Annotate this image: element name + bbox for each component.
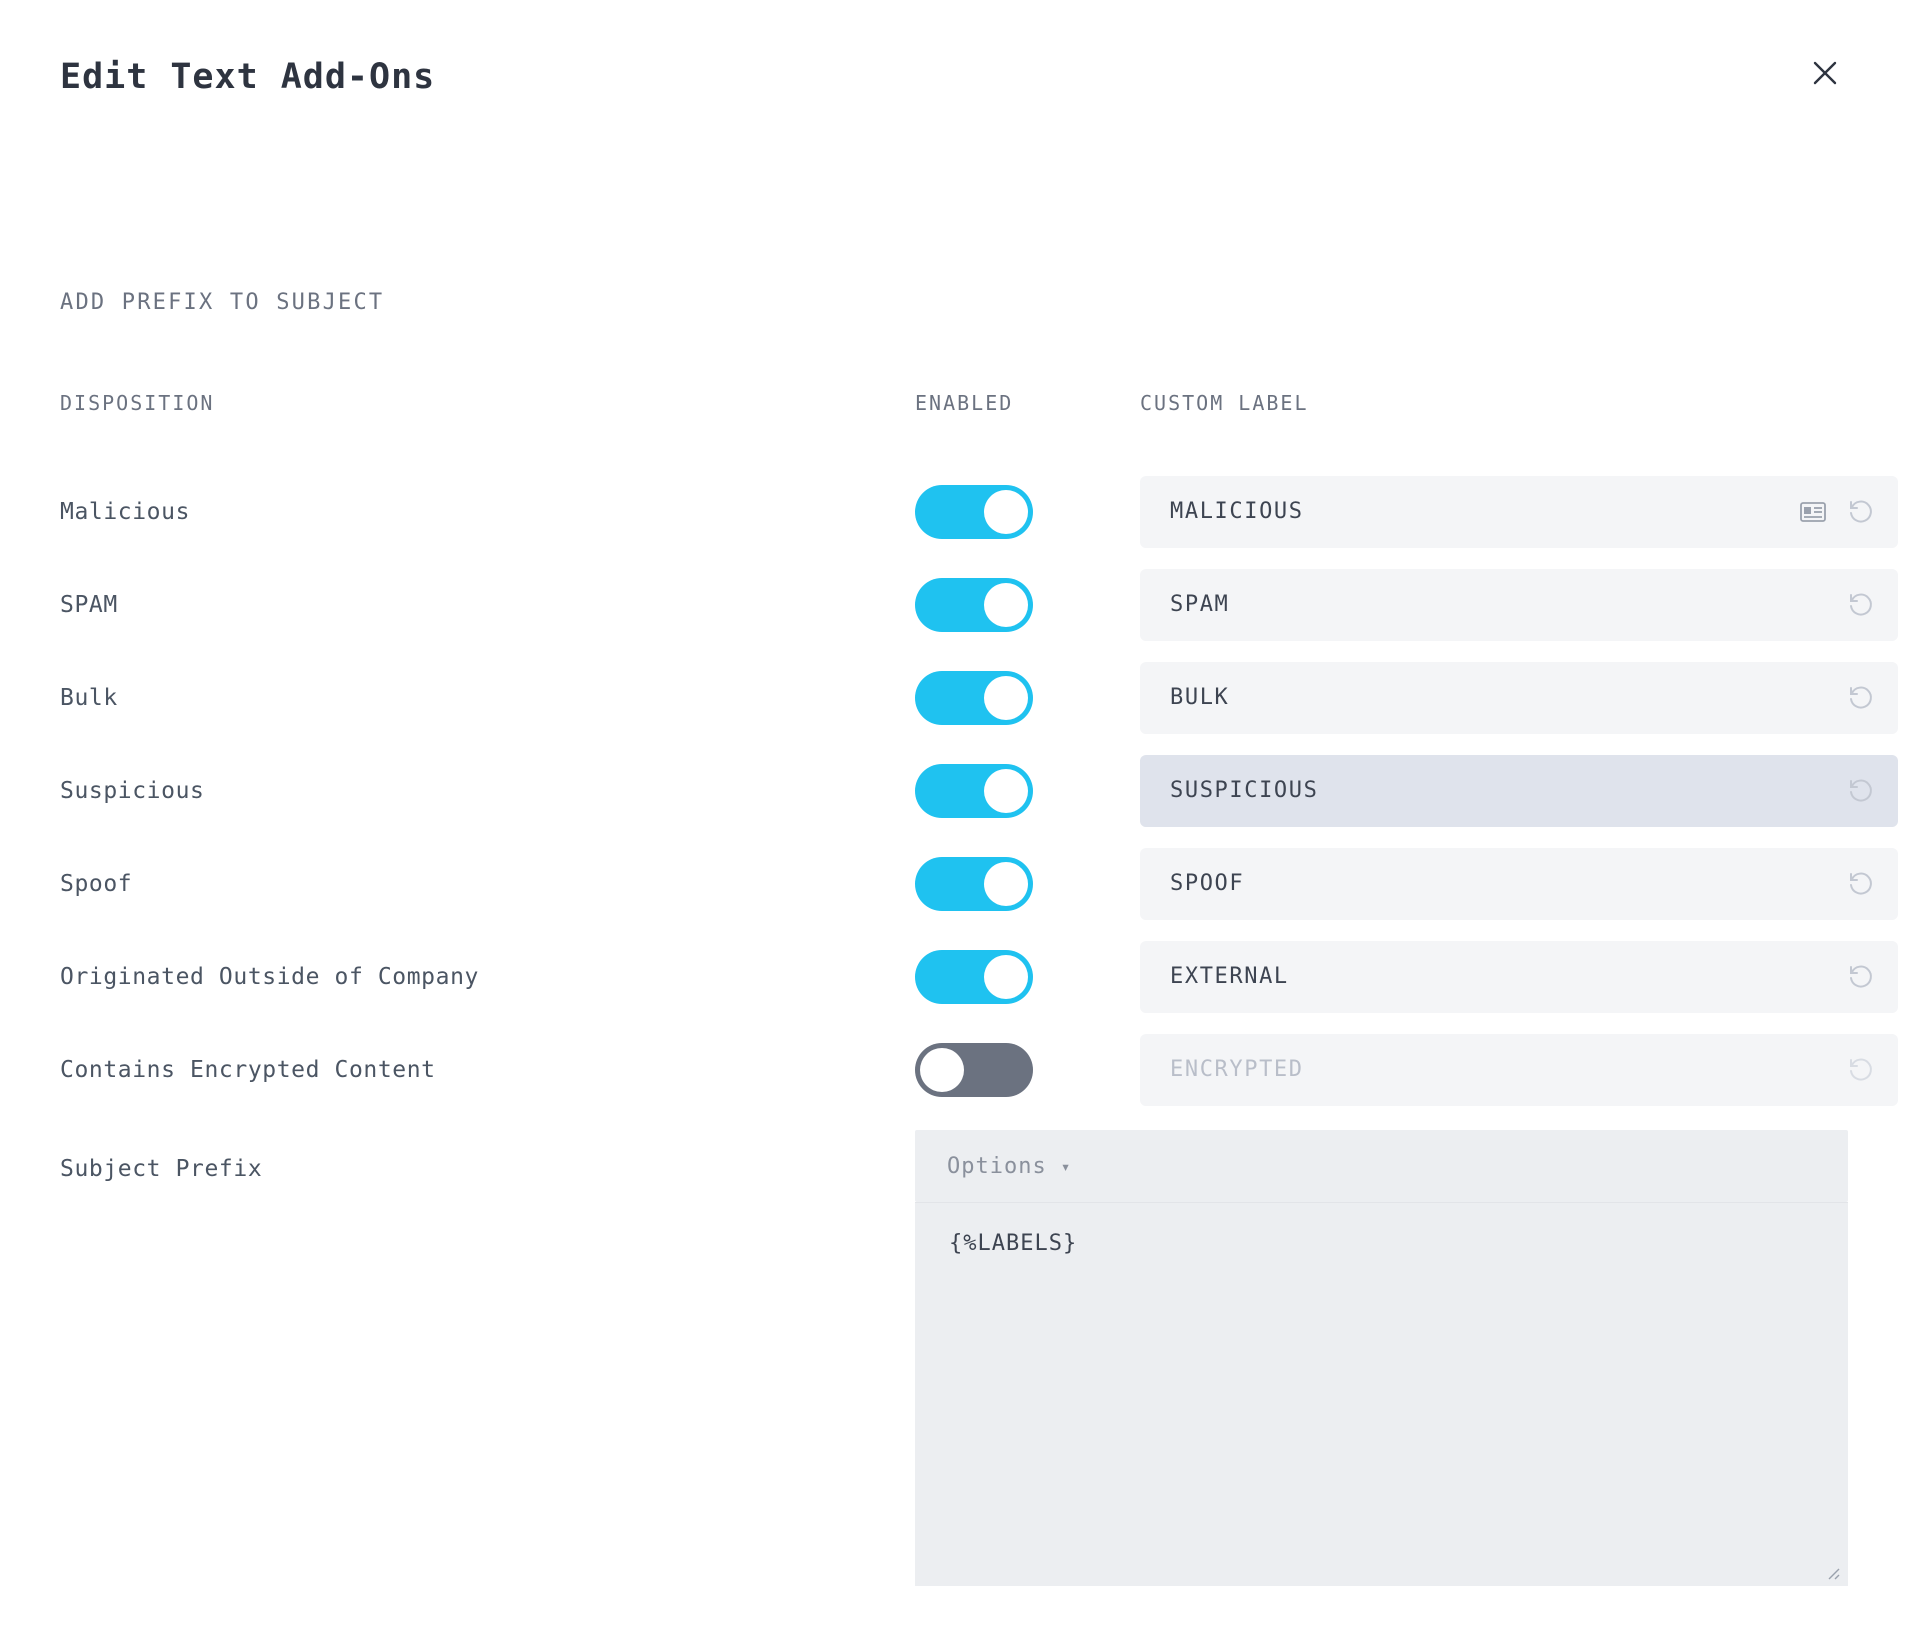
disposition-name: Originated Outside of Company	[60, 963, 479, 990]
enabled-cell	[915, 578, 1140, 632]
custom-label-value[interactable]: SPOOF	[1170, 871, 1245, 896]
column-header-disposition: DISPOSITION	[60, 391, 215, 415]
reset-icon[interactable]	[1846, 963, 1874, 991]
custom-label-field[interactable]	[1140, 941, 1898, 1013]
column-header-enabled: ENABLED	[915, 391, 1014, 415]
page-title: Edit Text Add-Ons	[60, 57, 436, 97]
table-row	[60, 930, 1848, 1023]
field-icon-group	[1846, 777, 1874, 805]
field-icon-group	[1846, 1056, 1874, 1084]
reset-icon[interactable]	[1846, 684, 1874, 712]
table-row	[60, 651, 1848, 744]
custom-label-cell	[1140, 941, 1898, 1013]
close-icon[interactable]	[1802, 50, 1848, 96]
custom-label-cell	[1140, 569, 1898, 641]
enabled-toggle[interactable]	[915, 485, 1033, 539]
disposition-name: Bulk	[60, 684, 118, 711]
reset-icon	[1846, 1056, 1874, 1084]
reset-icon[interactable]	[1846, 498, 1874, 526]
table-row	[60, 465, 1848, 558]
disposition-name: Malicious	[60, 498, 191, 525]
custom-label-field[interactable]	[1140, 848, 1898, 920]
custom-label-field[interactable]	[1140, 662, 1898, 734]
enabled-cell	[915, 857, 1140, 911]
enabled-toggle[interactable]	[915, 764, 1033, 818]
subject-prefix-section	[0, 1130, 1908, 1586]
enabled-toggle[interactable]	[915, 950, 1033, 1004]
custom-label-field	[1140, 1034, 1898, 1106]
custom-label-value: ENCRYPTED	[1170, 1057, 1304, 1082]
custom-label-value[interactable]: MALICIOUS	[1170, 499, 1304, 524]
custom-label-value[interactable]: SPAM	[1170, 592, 1230, 617]
custom-label-cell	[1140, 476, 1898, 548]
disposition-name: Spoof	[60, 870, 133, 897]
reset-icon[interactable]	[1846, 870, 1874, 898]
table-row	[60, 744, 1848, 837]
field-icon-group	[1800, 498, 1874, 526]
custom-label-cell	[1140, 755, 1898, 827]
enabled-cell	[915, 950, 1140, 1004]
dialog-header	[0, 0, 1908, 120]
custom-label-field[interactable]	[1140, 476, 1898, 548]
enabled-toggle[interactable]	[915, 578, 1033, 632]
options-dropdown-label: Options	[947, 1153, 1047, 1179]
card-icon[interactable]	[1800, 502, 1826, 522]
table-header-row	[60, 381, 1848, 425]
table-row	[60, 1023, 1848, 1116]
disposition-name: Suspicious	[60, 777, 205, 804]
reset-icon[interactable]	[1846, 777, 1874, 805]
resize-handle-icon[interactable]	[1822, 1562, 1840, 1580]
field-icon-group	[1846, 870, 1874, 898]
enabled-cell	[915, 671, 1140, 725]
custom-label-field[interactable]	[1140, 569, 1898, 641]
custom-label-value[interactable]: SUSPICIOUS	[1170, 778, 1319, 803]
table-row	[60, 558, 1848, 651]
subject-prefix-editor	[915, 1130, 1848, 1586]
section-title: ADD PREFIX TO SUBJECT	[60, 290, 385, 315]
enabled-cell	[915, 485, 1140, 539]
reset-icon[interactable]	[1846, 591, 1874, 619]
enabled-cell	[915, 1043, 1140, 1097]
subject-prefix-value: {%LABELS}	[949, 1231, 1078, 1256]
custom-label-field[interactable]	[1140, 755, 1898, 827]
chevron-down-icon: ▾	[1060, 1156, 1071, 1176]
table-row	[60, 837, 1848, 930]
column-header-custom-label: CUSTOM LABEL	[1140, 391, 1309, 415]
custom-label-value[interactable]: BULK	[1170, 685, 1230, 710]
enabled-cell	[915, 764, 1140, 818]
enabled-toggle[interactable]	[915, 671, 1033, 725]
enabled-toggle[interactable]	[915, 857, 1033, 911]
custom-label-cell	[1140, 662, 1898, 734]
disposition-name: SPAM	[60, 591, 118, 618]
custom-label-cell	[1140, 848, 1898, 920]
field-icon-group	[1846, 591, 1874, 619]
field-icon-group	[1846, 963, 1874, 991]
options-dropdown[interactable]	[915, 1130, 1848, 1202]
enabled-toggle[interactable]	[915, 1043, 1033, 1097]
custom-label-cell	[1140, 1034, 1898, 1106]
field-icon-group	[1846, 684, 1874, 712]
subject-prefix-textarea[interactable]	[915, 1202, 1848, 1586]
disposition-name: Contains Encrypted Content	[60, 1056, 436, 1083]
disposition-table	[0, 381, 1908, 1116]
subject-prefix-label: Subject Prefix	[60, 1156, 263, 1182]
custom-label-value[interactable]: EXTERNAL	[1170, 964, 1289, 989]
